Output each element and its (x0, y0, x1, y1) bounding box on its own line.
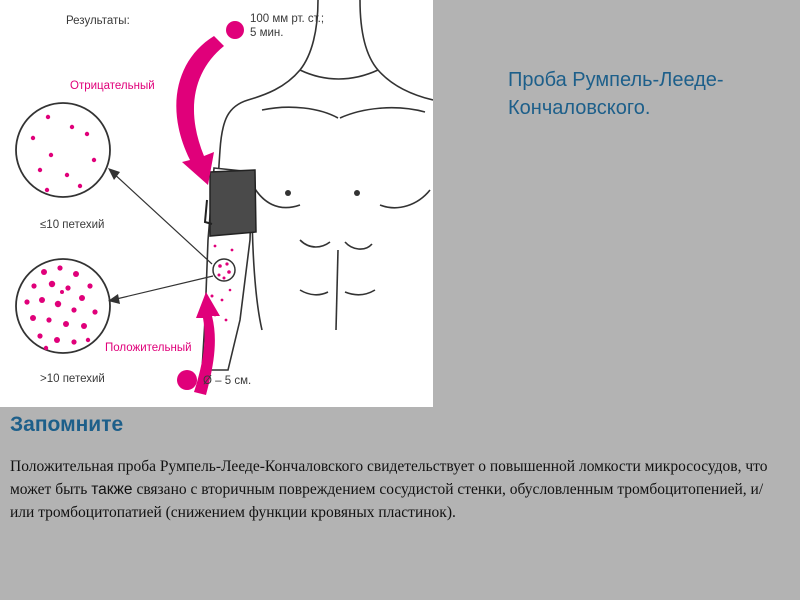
illustration-drawing (0, 0, 433, 407)
pressure-label-line2: 5 мин. (250, 27, 284, 39)
positive-sample-circle (16, 259, 110, 353)
positive-label: Положительный (105, 342, 192, 354)
remember-text-emphasis: также (91, 481, 133, 498)
negative-count: ≤10 петехий (40, 219, 105, 231)
remember-heading: Запомните (10, 413, 124, 436)
remember-text-part2: связано с вторичным повреждением сосудистой стенки, обусловленным тромбоцитопенией, и/или тромбоцитопатией (снижением функции кровяных пластинок). (10, 481, 764, 521)
pressure-arrow (176, 36, 224, 185)
remember-text-part1: Положительная проба Румпель-Лееде-Кончаловского свидетельствует о повышенной ломкости микрососудов, что может быть (10, 458, 768, 498)
results-label: Результаты: (66, 15, 130, 27)
negative-sample-circle (16, 103, 110, 197)
slide-title: Проба Румпель-Лееде-Кончаловского. (508, 69, 724, 119)
negative-label: Отрицательный (70, 80, 155, 92)
petechiae-test-illustration (0, 0, 433, 407)
nipple-left (285, 190, 291, 196)
diameter-bullet (177, 370, 197, 390)
remember-paragraph (10, 455, 770, 524)
blood-pressure-cuff (210, 170, 256, 236)
pressure-bullet (226, 21, 244, 39)
positive-count: >10 петехий (40, 373, 105, 385)
pointer-lines (112, 172, 213, 300)
nipple-right (354, 190, 360, 196)
diameter-label: Ø – 5 см. (203, 375, 252, 387)
pressure-label-line1: 100 мм рт. ст.; (250, 13, 325, 25)
torso-outline (218, 0, 433, 330)
